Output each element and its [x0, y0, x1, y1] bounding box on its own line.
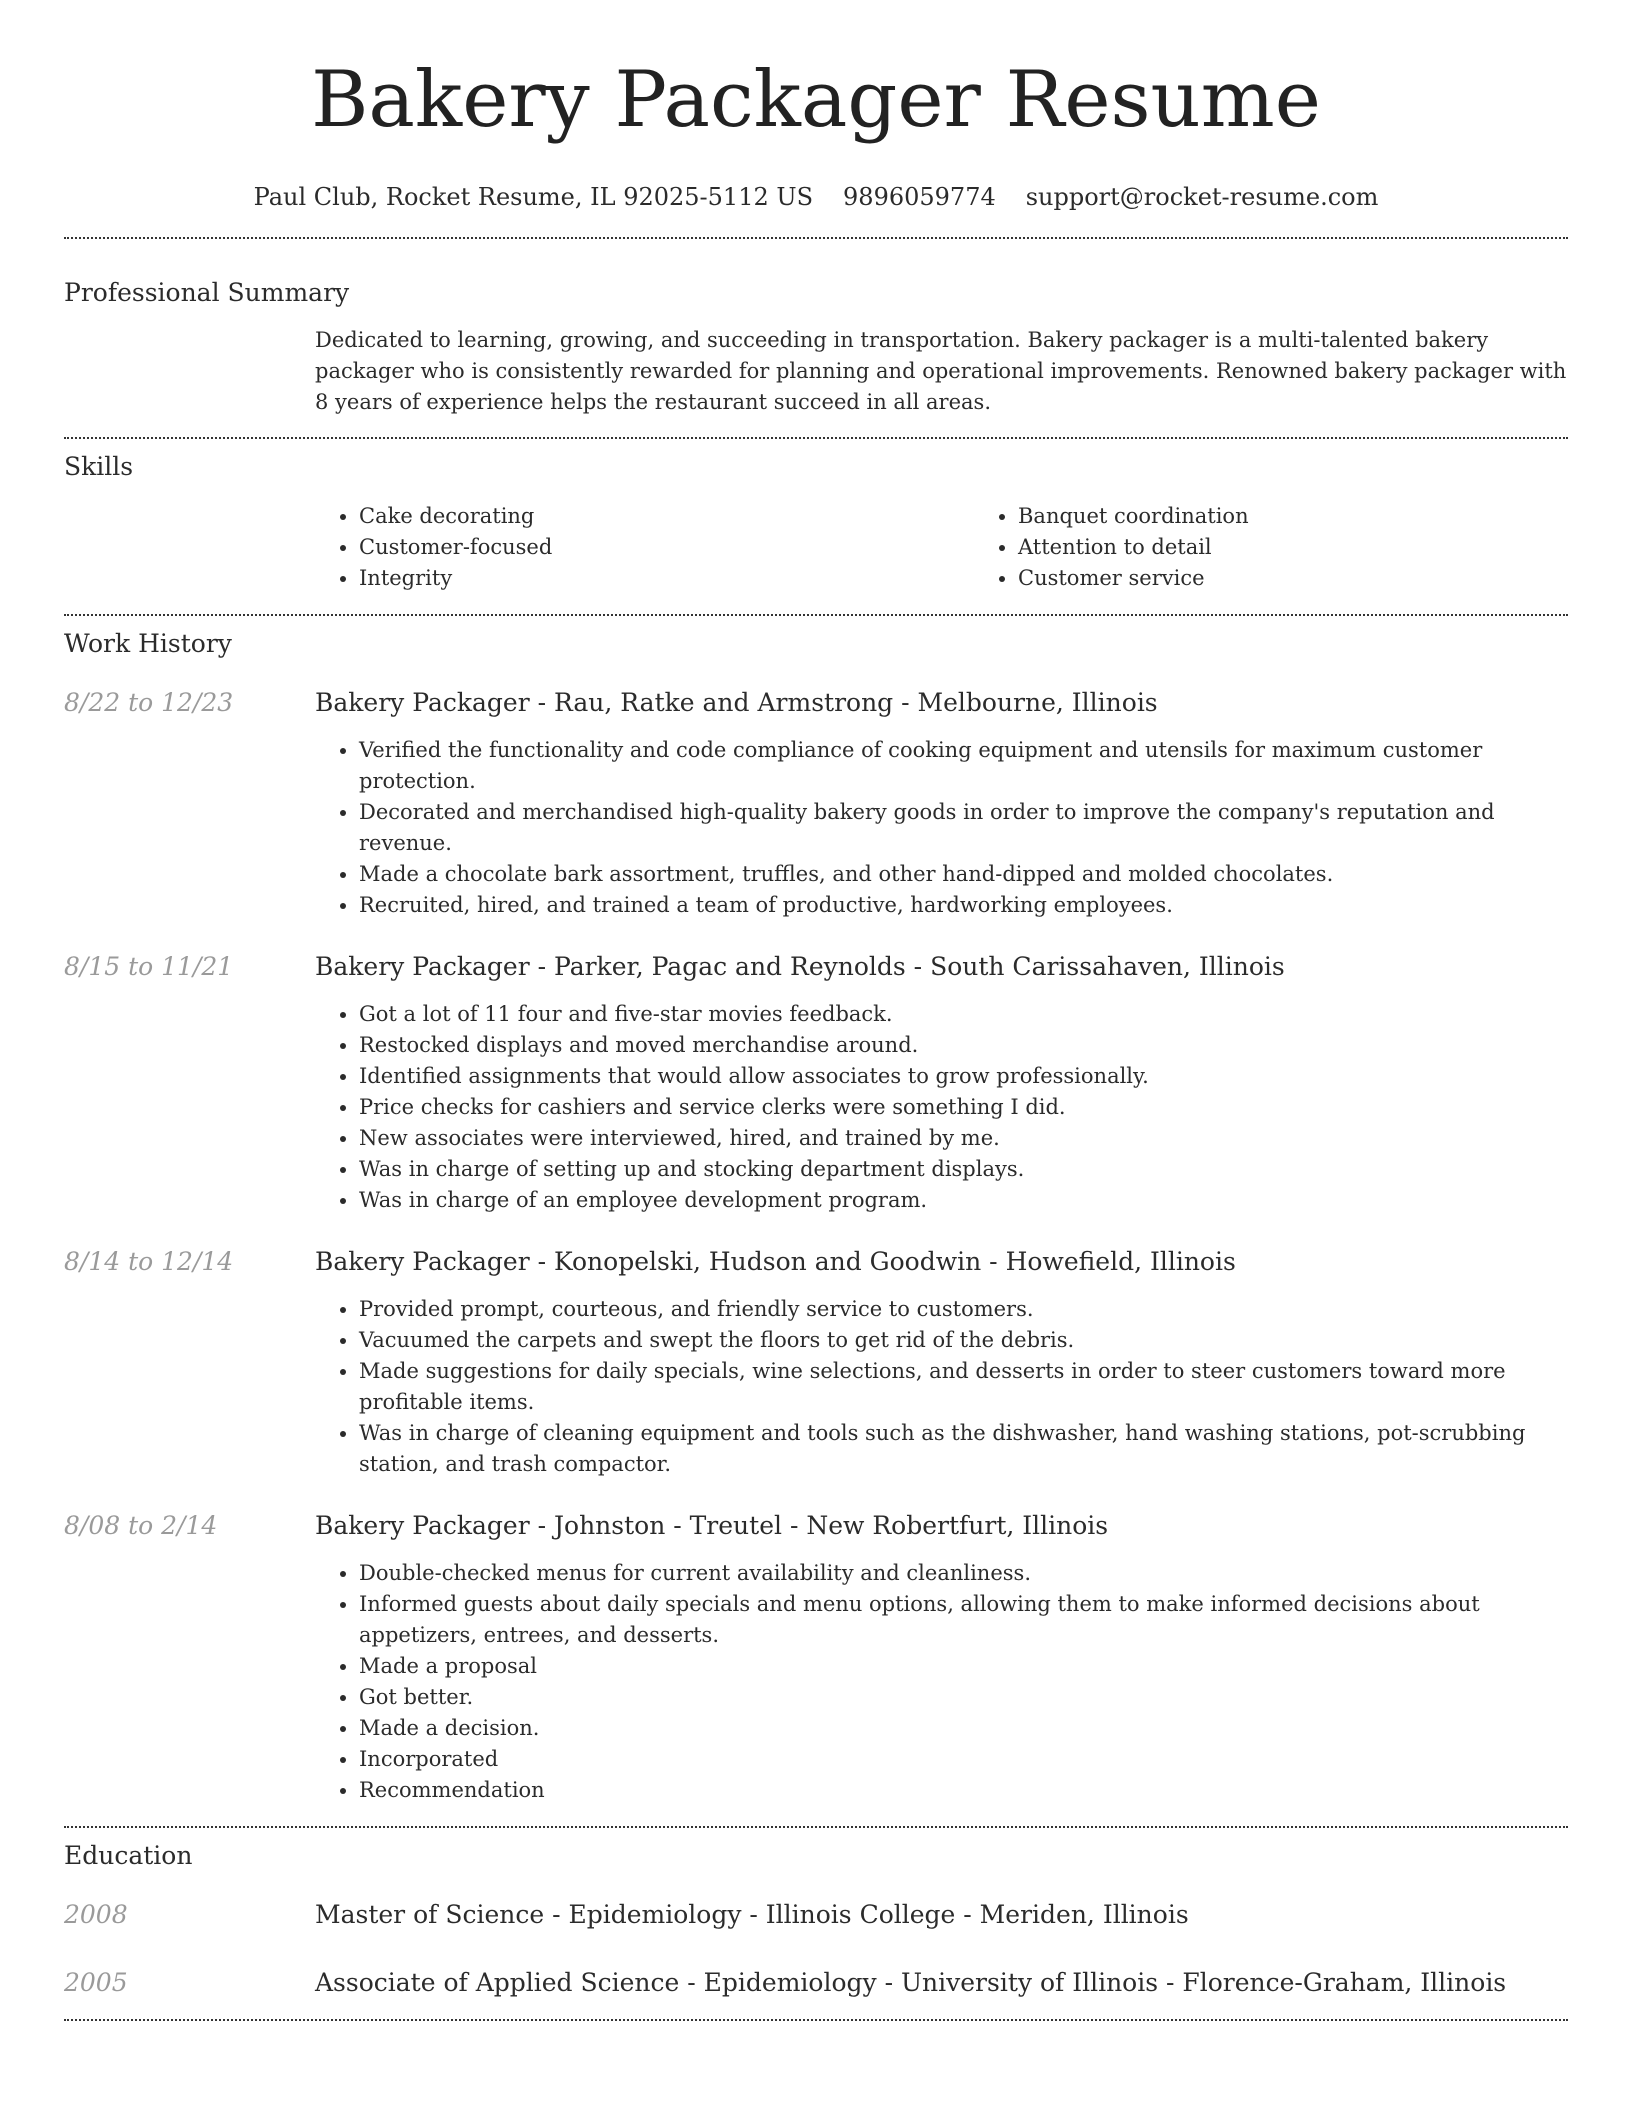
- skills-list-left: [315, 501, 974, 594]
- job-duty: • Made a chocolate bark assortment, truffles, and other hand-dipped and molded chocolates.: [359, 859, 1568, 890]
- skill-item: • Integrity: [359, 563, 974, 594]
- skill-item: • Customer-focused: [359, 532, 974, 563]
- job-duties: [315, 999, 1568, 1216]
- job-duty: • Restocked displays and moved merchandise around.: [359, 1030, 1568, 1061]
- job-duty: • Made a decision.: [359, 1713, 1568, 1744]
- job-duty: • Recruited, hired, and trained a team of productive, hardworking employees.: [359, 890, 1568, 921]
- summary-section: [64, 325, 1568, 418]
- job-duty: • Was in charge of cleaning equipment and tools such as the dishwasher, hand washing stations, pot-scrubbing station, and trash compactor.: [359, 1418, 1568, 1480]
- job-duty: • Incorporated: [359, 1744, 1568, 1775]
- job-dates: 8/14 to 12/14: [64, 1247, 234, 1276]
- job-duty: • Was in charge of setting up and stocking department displays.: [359, 1154, 1568, 1185]
- job-entry: [64, 687, 1568, 921]
- education-degree: Associate of Applied Science - Epidemiology - University of Illinois - Florence-Graham, Illinois: [315, 1968, 1507, 1997]
- divider: [64, 437, 1568, 439]
- job-duty: • Decorated and merchandised high-quality bakery goods in order to improve the company's reputation and revenue.: [359, 797, 1568, 859]
- job-title: Bakery Packager - Konopelski, Hudson and Goodwin - Howefield, Illinois: [315, 1247, 1236, 1276]
- education-heading: Education: [64, 1841, 193, 1870]
- divider: [64, 2019, 1568, 2021]
- job-dates: 8/08 to 2/14: [64, 1511, 218, 1540]
- skill-item: • Attention to detail: [1018, 532, 1632, 563]
- job-duties: [315, 735, 1568, 921]
- job-title: Bakery Packager - Rau, Ratke and Armstrong - Melbourne, Illinois: [315, 688, 1158, 717]
- job-title: Bakery Packager - Johnston - Treutel - New Robertfurt, Illinois: [315, 1511, 1109, 1540]
- skill-item: • Customer service: [1018, 563, 1632, 594]
- skills-heading: Skills: [64, 452, 134, 481]
- summary-text: Dedicated to learning, growing, and succeeding in transportation. Bakery packager is a multi-talented bakery packager who is consistently rewarded for planning and operational improvements. Renowned bakery packager with 8 years of experience helps the restaurant succeed in all areas.: [315, 328, 1567, 414]
- job-duty: • Provided prompt, courteous, and friendly service to customers.: [359, 1294, 1568, 1325]
- job-duty: • Identified assignments that would allow associates to grow professionally.: [359, 1061, 1568, 1092]
- job-dates: 8/15 to 11/21: [64, 952, 234, 981]
- job-duty: • Got a lot of 11 four and five-star movies feedback.: [359, 999, 1568, 1030]
- job-duty: • Recommendation: [359, 1775, 1568, 1806]
- job-dates: 8/22 to 12/23: [64, 688, 234, 717]
- skills-section: [64, 501, 1568, 594]
- job-duty: • Verified the functionality and code compliance of cooking equipment and utensils for maximum customer protection.: [359, 735, 1568, 797]
- divider: [64, 237, 1568, 239]
- job-entry: [64, 951, 1568, 1216]
- job-entry: [64, 1246, 1568, 1480]
- job-duty: • Vacuumed the carpets and swept the floors to get rid of the debris.: [359, 1325, 1568, 1356]
- job-title: Bakery Packager - Parker, Pagac and Reynolds - South Carissahaven, Illinois: [315, 952, 1285, 981]
- skills-list-right: [974, 501, 1632, 594]
- education-entry: [64, 1967, 1568, 1999]
- resume-title: Bakery Packager Resume: [311, 55, 1321, 145]
- resume-page: [64, 0, 1568, 2021]
- work-history-heading: Work History: [64, 629, 232, 658]
- divider: [64, 1826, 1568, 1828]
- contact-phone: 9896059774: [843, 183, 996, 211]
- job-entry: [64, 1510, 1568, 1806]
- skill-item: • Banquet coordination: [1018, 501, 1632, 532]
- summary-heading: Professional Summary: [64, 278, 350, 307]
- education-year: 2005: [64, 1968, 128, 1997]
- skill-item: • Cake decorating: [359, 501, 974, 532]
- job-duty: • Got better.: [359, 1682, 1568, 1713]
- job-duty: • Made suggestions for daily specials, wine selections, and desserts in order to steer customers toward more profitable items.: [359, 1356, 1568, 1418]
- job-duty: • New associates were interviewed, hired, and trained by me.: [359, 1123, 1568, 1154]
- job-duty: • Double-checked menus for current availability and cleanliness.: [359, 1558, 1568, 1589]
- education-year: 2008: [64, 1900, 128, 1929]
- job-duty: • Price checks for cashiers and service clerks were something I did.: [359, 1092, 1568, 1123]
- contact-line: [64, 182, 1568, 212]
- job-duties: [315, 1294, 1568, 1480]
- divider: [64, 614, 1568, 616]
- contact-address: Paul Club, Rocket Resume, IL 92025-5112 US: [253, 183, 814, 211]
- contact-email: support@rocket-resume.com: [1025, 183, 1379, 211]
- education-entry: [64, 1899, 1568, 1931]
- job-duties: [315, 1558, 1568, 1806]
- job-duty: • Made a proposal: [359, 1651, 1568, 1682]
- job-duty: • Was in charge of an employee development program.: [359, 1185, 1568, 1216]
- job-duty: • Informed guests about daily specials and menu options, allowing them to make informed decisions about appetizers, entrees, and desserts.: [359, 1589, 1568, 1651]
- education-degree: Master of Science - Epidemiology - Illinois College - Meriden, Illinois: [315, 1900, 1189, 1929]
